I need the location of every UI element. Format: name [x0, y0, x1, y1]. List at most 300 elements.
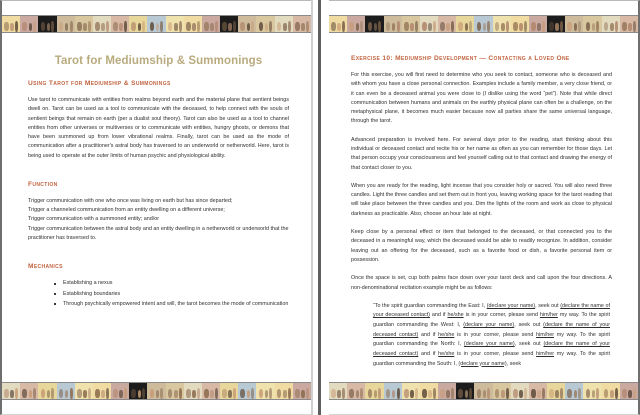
- tarot-card-thumbnail: [20, 383, 38, 399]
- fill-in-blank: (declare your name): [486, 302, 536, 309]
- tarot-figure-shape: [306, 21, 309, 32]
- tarot-figure-shape: [349, 22, 354, 32]
- tarot-figure-shape: [415, 21, 418, 32]
- tarot-card-thumbnail: [275, 383, 293, 399]
- tarot-figure-shape: [501, 390, 505, 397]
- tarot-figure-shape: [524, 21, 527, 32]
- tarot-card-thumbnail: [38, 383, 56, 399]
- function-line-list: [28, 197, 289, 243]
- tarot-figure-shape: [222, 22, 227, 32]
- tarot-figure-shape: [4, 22, 9, 32]
- recitation-segment: and if: [418, 331, 439, 338]
- tarot-figure-shape: [560, 388, 563, 399]
- list-item: Through psychically empowered intent and will, the tarot becomes the mode of communication: [54, 300, 289, 309]
- tarot-card-thumbnail: [474, 383, 492, 399]
- section-heading-exercise-10: Exercise 10: Mediumship Development — Contacting a Loved One: [351, 55, 570, 62]
- fill-in-blank: (declare your name): [463, 341, 515, 348]
- tarot-figure-shape: [604, 22, 609, 32]
- tarot-figure-shape: [549, 22, 554, 32]
- tarot-card-thumbnail: [474, 16, 492, 32]
- tarot-figure-shape: [356, 390, 360, 397]
- paragraph-using-tarot: Use tarot to communicate with entities from realms beyond earth and the material plane that sentient beings dwell on. Tarot can be used as a tool to communicate with the deceased, to help connect with the souls of sentient beings that remain on earth (per a dualist soul theory). Tarot can also be used as a tool to channel entities from other universes or multiverses or to communicate with entities, hungry ghosts, or demons that have been summoned up from lower vibrational realms. Finally, tarot can be used as the mode of communication after a practitioner's astral body has traversed to an underworld or netherworld. Here, tarot is being used to operate at the outer limits of human psychic and physiological ability.: [28, 96, 289, 159]
- tarot-figure-shape: [88, 388, 91, 399]
- tarot-figure-shape: [331, 22, 336, 32]
- tarot-figure-shape: [269, 388, 272, 399]
- tarot-figure-shape: [197, 21, 200, 32]
- tarot-figure-shape: [531, 22, 536, 32]
- tarot-card-thumbnail: [602, 383, 620, 399]
- document-page-left: [0, 0, 311, 415]
- tarot-figure-shape: [301, 390, 305, 397]
- tarot-card-thumbnail: [620, 383, 638, 399]
- tarot-figure-shape: [22, 389, 27, 399]
- tarot-card-thumbnail: [166, 383, 184, 399]
- tarot-figure-shape: [156, 390, 160, 397]
- tarot-figure-shape: [386, 389, 391, 399]
- tarot-figure-shape: [15, 21, 18, 32]
- tarot-figure-shape: [586, 22, 591, 32]
- tarot-figure-shape: [4, 389, 9, 399]
- fill-in-blank: him/her: [536, 331, 555, 338]
- tarot-figure-shape: [138, 390, 142, 397]
- tarot-figure-shape: [160, 21, 163, 32]
- paragraph-four-directions: Once the space is set, cup both palms face down over your tarot deck and call upon the four directions. A non-denominational recitation example might be as follows:: [351, 275, 612, 291]
- tarot-figure-shape: [386, 22, 391, 32]
- tarot-figure-shape: [233, 388, 236, 399]
- tarot-card-thumbnail: [493, 383, 511, 399]
- tarot-figure-shape: [41, 22, 46, 32]
- recitation-segment: and if: [429, 312, 448, 319]
- tarot-figure-shape: [77, 389, 82, 399]
- tarot-figure-shape: [428, 390, 432, 397]
- tarot-figure-shape: [204, 22, 209, 32]
- tarot-figure-shape: [228, 390, 232, 397]
- tarot-figure-shape: [495, 389, 500, 399]
- tarot-figure-shape: [265, 390, 269, 397]
- tarot-figure-shape: [537, 390, 541, 397]
- tarot-card-thumbnail: [402, 16, 420, 32]
- tarot-figure-shape: [65, 390, 69, 397]
- tarot-figure-shape: [247, 390, 251, 397]
- tarot-figure-shape: [88, 21, 91, 32]
- tarot-figure-shape: [277, 22, 282, 32]
- recitation-text: [373, 302, 610, 369]
- tarot-figure-shape: [477, 22, 482, 32]
- function-line: Trigger communication between the astral body and an entity dwelling in a netherworld or underworld that the practitioner has traversed to.: [28, 225, 289, 242]
- tarot-figure-shape: [160, 388, 163, 399]
- tarot-figure-shape: [555, 390, 559, 397]
- tarot-card-thumbnail: [220, 383, 238, 399]
- tarot-figure-shape: [168, 389, 173, 399]
- tarot-card-thumbnail: [111, 383, 129, 399]
- tarot-figure-shape: [378, 388, 381, 399]
- tarot-card-thumbnail: [583, 383, 601, 399]
- tarot-figure-shape: [633, 21, 636, 32]
- tarot-card-thumbnail: [347, 16, 365, 32]
- tarot-figure-shape: [29, 23, 33, 30]
- paragraph-reading-setup: When you are ready for the reading, light incense that you consider holy or sacred. You will also need three candles. Light the three candles and set them out in front you, leaving working space for the tarot reading that will take place between the three candles and you. Dim the lights of the room and work as close to physical darkness as practicable. Also, choose an hour late at night.: [351, 182, 613, 217]
- tarot-figure-shape: [124, 388, 127, 399]
- tarot-figure-shape: [215, 21, 218, 32]
- tarot-figure-shape: [251, 388, 254, 399]
- tarot-figure-shape: [349, 389, 354, 399]
- recitation-segment: is in your corner, please send: [454, 350, 537, 357]
- list-item: Establishing a nexus: [54, 279, 289, 288]
- tarot-figure-shape: [277, 389, 282, 399]
- tarot-figure-shape: [458, 389, 463, 399]
- tarot-figure-shape: [204, 389, 209, 399]
- tarot-card-thumbnail: [329, 16, 347, 32]
- recitation-segment: my way. To the spirit guardian commanding the West: I,: [373, 312, 610, 329]
- tarot-card-thumbnail: [565, 383, 583, 399]
- recitation-segment: , seek out: [514, 322, 544, 329]
- tarot-figure-shape: [306, 388, 309, 399]
- tarot-figure-shape: [251, 21, 254, 32]
- tarot-card-thumbnail: [184, 383, 202, 399]
- paragraph-personal-effect: Keep close by a personal effect or item that belonged to the deceased, or that connected you to the deceased in a meaningful way, which the deceased would be able to readily recognize. In addition, consider leaving out an offering for the deceased, such as a favorite food or dish, a favorite personal item or possession.: [351, 229, 612, 263]
- tarot-figure-shape: [578, 21, 581, 32]
- tarot-figure-shape: [83, 23, 87, 30]
- tarot-card-thumbnail: [402, 383, 420, 399]
- paragraph-exercise-intro: For this exercise, you will first need to determine who you seek to contact, someone who is deceased and with whom you have a close personal connection. Examples include a family member, a very close friend, or it can even be a deceased animal you were close to (I dislike using the word “pet”). Note that while direct communication between humans and animals on the earthly physical plane can often be a challenge, on the metaphysical plane, it becomes much easier because now all parties share the same universal language, through the tarot.: [351, 71, 612, 125]
- tarot-figure-shape: [592, 390, 596, 397]
- tarot-figure-shape: [288, 21, 291, 32]
- recitation-segment: is in your corner, please send: [463, 312, 540, 319]
- tarot-figure-shape: [47, 390, 51, 397]
- tarot-card-thumbnail: [256, 383, 274, 399]
- recitation-segment: , seek out: [514, 341, 544, 348]
- tarot-figure-shape: [41, 389, 46, 399]
- tarot-figure-shape: [247, 23, 251, 30]
- tarot-card-thumbnail: [438, 383, 456, 399]
- tarot-card-thumbnail: [20, 16, 38, 32]
- tarot-card-thumbnail: [511, 16, 529, 32]
- tarot-figure-shape: [596, 21, 599, 32]
- tarot-card-thumbnail: [547, 383, 565, 399]
- tarot-figure-shape: [210, 390, 214, 397]
- page-left-content: [2, 33, 311, 382]
- tarot-figure-shape: [33, 388, 36, 399]
- tarot-figure-shape: [119, 390, 123, 397]
- tarot-card-thumbnail: [329, 383, 347, 399]
- fill-in-blank: he/she: [438, 350, 455, 357]
- tarot-card-thumbnail: [456, 16, 474, 32]
- tarot-figure-shape: [368, 389, 373, 399]
- tarot-border-strip-top-right: [329, 15, 638, 33]
- tarot-card-thumbnail: [75, 383, 93, 399]
- tarot-figure-shape: [10, 23, 14, 30]
- tarot-card-thumbnail: [75, 16, 93, 32]
- section-heading-using-tarot: Using Tarot for Mediumship & Summonings: [28, 80, 171, 87]
- tarot-figure-shape: [138, 23, 142, 30]
- tarot-card-thumbnail: [129, 383, 147, 399]
- fill-in-blank: he/she: [438, 331, 455, 338]
- fill-in-blank: him/her: [536, 350, 555, 357]
- tarot-figure-shape: [22, 22, 27, 32]
- tarot-figure-shape: [10, 390, 14, 397]
- tarot-figure-shape: [604, 389, 609, 399]
- tarot-figure-shape: [574, 390, 578, 397]
- tarot-card-thumbnail: [238, 16, 256, 32]
- tarot-figure-shape: [259, 22, 264, 32]
- tarot-figure-shape: [342, 21, 345, 32]
- tarot-figure-shape: [356, 23, 360, 30]
- fill-in-blank: (declare the name of your deceased contact): [373, 302, 610, 319]
- fill-in-blank: him/her: [539, 312, 558, 319]
- function-line: Trigger communication with a summoned entity; and/or: [28, 216, 160, 223]
- page-gutter-divider: [311, 0, 329, 415]
- function-line: Trigger communication with one who once was living on earth but has since departed;: [28, 197, 233, 204]
- tarot-figure-shape: [222, 389, 227, 399]
- tarot-figure-shape: [295, 22, 300, 32]
- tarot-figure-shape: [501, 23, 505, 30]
- tarot-card-thumbnail: [456, 383, 474, 399]
- tarot-figure-shape: [622, 22, 627, 32]
- tarot-figure-shape: [240, 22, 245, 32]
- tarot-card-thumbnail: [2, 16, 20, 32]
- page-right-content: [329, 33, 638, 382]
- tarot-figure-shape: [567, 22, 572, 32]
- fill-in-blank: (declare the name of your deceased contact): [373, 341, 610, 357]
- tarot-figure-shape: [465, 390, 469, 397]
- tarot-border-strip-top-left: [2, 15, 311, 33]
- tarot-card-thumbnail: [129, 16, 147, 32]
- recitation-segment: and if: [418, 350, 439, 357]
- tarot-figure-shape: [101, 23, 105, 30]
- tarot-figure-shape: [392, 23, 396, 30]
- tarot-figure-shape: [397, 21, 400, 32]
- tarot-figure-shape: [295, 389, 300, 399]
- tarot-border-strip-bottom-right: [329, 382, 638, 400]
- tarot-card-thumbnail: [147, 383, 165, 399]
- tarot-figure-shape: [374, 390, 378, 397]
- tarot-figure-shape: [131, 389, 136, 399]
- recitation-segment: my way. To the spirit guardian commanding the North: I,: [373, 331, 610, 348]
- tarot-figure-shape: [378, 21, 381, 32]
- tarot-card-thumbnail: [565, 16, 583, 32]
- tarot-figure-shape: [265, 23, 269, 30]
- tarot-figure-shape: [465, 23, 469, 30]
- tarot-figure-shape: [95, 389, 100, 399]
- tarot-card-thumbnail: [511, 383, 529, 399]
- tarot-figure-shape: [119, 23, 123, 30]
- tarot-figure-shape: [428, 23, 432, 30]
- tarot-figure-shape: [610, 23, 614, 30]
- tarot-figure-shape: [51, 21, 54, 32]
- tarot-figure-shape: [51, 388, 54, 399]
- tarot-card-thumbnail: [420, 383, 438, 399]
- tarot-figure-shape: [615, 388, 618, 399]
- tarot-figure-shape: [477, 389, 482, 399]
- tarot-figure-shape: [524, 388, 527, 399]
- tarot-figure-shape: [259, 389, 264, 399]
- tarot-figure-shape: [240, 389, 245, 399]
- tarot-figure-shape: [106, 388, 109, 399]
- tarot-card-thumbnail: [365, 16, 383, 32]
- tarot-figure-shape: [574, 23, 578, 30]
- tarot-card-thumbnail: [384, 16, 402, 32]
- tarot-figure-shape: [422, 389, 427, 399]
- tarot-figure-shape: [142, 21, 145, 32]
- tarot-figure-shape: [283, 23, 287, 30]
- tarot-figure-shape: [610, 390, 614, 397]
- tarot-figure-shape: [433, 388, 436, 399]
- tarot-figure-shape: [513, 389, 518, 399]
- tarot-figure-shape: [596, 388, 599, 399]
- tarot-card-thumbnail: [547, 16, 565, 32]
- tarot-card-thumbnail: [238, 383, 256, 399]
- tarot-figure-shape: [542, 21, 545, 32]
- list-item: Establishing boundaries: [54, 290, 289, 299]
- tarot-figure-shape: [633, 388, 636, 399]
- tarot-figure-shape: [269, 21, 272, 32]
- mechanics-bullet-list: [28, 279, 289, 309]
- fill-in-blank: he/she: [447, 312, 464, 319]
- tarot-figure-shape: [392, 390, 396, 397]
- tarot-figure-shape: [283, 390, 287, 397]
- tarot-card-thumbnail: [293, 383, 311, 399]
- tarot-figure-shape: [142, 388, 145, 399]
- tarot-figure-shape: [433, 21, 436, 32]
- tarot-figure-shape: [506, 21, 509, 32]
- tarot-figure-shape: [150, 22, 155, 32]
- tarot-figure-shape: [506, 388, 509, 399]
- tarot-figure-shape: [495, 22, 500, 32]
- tarot-card-thumbnail: [420, 16, 438, 32]
- tarot-card-thumbnail: [293, 16, 311, 32]
- tarot-card-thumbnail: [93, 16, 111, 32]
- tarot-card-thumbnail: [220, 16, 238, 32]
- tarot-figure-shape: [106, 21, 109, 32]
- tarot-card-thumbnail: [583, 16, 601, 32]
- tarot-figure-shape: [342, 388, 345, 399]
- tarot-figure-shape: [179, 388, 182, 399]
- page-title: Tarot for Mediumship & Summonings: [54, 55, 263, 67]
- tarot-figure-shape: [59, 389, 64, 399]
- tarot-figure-shape: [628, 23, 632, 30]
- tarot-figure-shape: [622, 389, 627, 399]
- tarot-border-strip-bottom-left: [2, 382, 311, 400]
- tarot-figure-shape: [83, 390, 87, 397]
- tarot-card-thumbnail: [347, 383, 365, 399]
- tarot-figure-shape: [59, 22, 64, 32]
- tarot-figure-shape: [446, 23, 450, 30]
- tarot-figure-shape: [519, 23, 523, 30]
- tarot-figure-shape: [487, 21, 490, 32]
- tarot-figure-shape: [131, 22, 136, 32]
- tarot-figure-shape: [531, 389, 536, 399]
- recitation-segment: , seek out: [535, 302, 561, 309]
- tarot-card-thumbnail: [166, 16, 184, 32]
- tarot-figure-shape: [397, 388, 400, 399]
- tarot-figure-shape: [537, 23, 541, 30]
- tarot-figure-shape: [179, 21, 182, 32]
- section-heading-function: Function: [28, 180, 58, 188]
- tarot-card-thumbnail: [529, 383, 547, 399]
- tarot-figure-shape: [440, 22, 445, 32]
- tarot-figure-shape: [415, 388, 418, 399]
- tarot-figure-shape: [168, 22, 173, 32]
- tarot-card-thumbnail: [93, 383, 111, 399]
- tarot-figure-shape: [70, 21, 73, 32]
- tarot-figure-shape: [410, 23, 414, 30]
- tarot-card-thumbnail: [2, 383, 20, 399]
- tarot-card-thumbnail: [147, 16, 165, 32]
- tarot-figure-shape: [70, 388, 73, 399]
- tarot-figure-shape: [124, 21, 127, 32]
- tarot-card-thumbnail: [438, 16, 456, 32]
- recitation-segment: is in your corner, please send: [454, 331, 537, 338]
- tarot-figure-shape: [174, 23, 178, 30]
- recitation-segment: my way. To the spirit guardian commanding the South: I,: [373, 350, 610, 367]
- tarot-card-thumbnail: [256, 16, 274, 32]
- tarot-figure-shape: [374, 23, 378, 30]
- tarot-figure-shape: [567, 389, 572, 399]
- tarot-figure-shape: [33, 21, 36, 32]
- paragraph-preparation: Advanced preparation is involved here. For several days prior to the reading, start thinking about this individual or deceased contact and recite his or her name as often as you can remember for those days. Let that person occupy your consciousness and feel yourself calling out to that contact and drawing the energy of that contact closer to you.: [351, 136, 612, 171]
- tarot-figure-shape: [101, 390, 105, 397]
- tarot-figure-shape: [174, 390, 178, 397]
- tarot-card-thumbnail: [202, 383, 220, 399]
- tarot-figure-shape: [487, 388, 490, 399]
- tarot-figure-shape: [186, 22, 191, 32]
- tarot-card-thumbnail: [365, 383, 383, 399]
- tarot-figure-shape: [513, 22, 518, 32]
- tarot-figure-shape: [360, 388, 363, 399]
- section-heading-mechanics: Mechanics: [28, 263, 63, 271]
- tarot-figure-shape: [549, 389, 554, 399]
- tarot-card-thumbnail: [202, 16, 220, 32]
- function-line: Trigger a channeled communication from an entity dwelling on a different universe;: [28, 207, 225, 214]
- tarot-card-thumbnail: [529, 16, 547, 32]
- tarot-figure-shape: [65, 23, 69, 30]
- tarot-card-thumbnail: [111, 16, 129, 32]
- tarot-figure-shape: [233, 21, 236, 32]
- tarot-card-thumbnail: [384, 383, 402, 399]
- tarot-figure-shape: [446, 390, 450, 397]
- tarot-figure-shape: [186, 389, 191, 399]
- tarot-figure-shape: [440, 389, 445, 399]
- tarot-card-thumbnail: [620, 16, 638, 32]
- tarot-figure-shape: [628, 390, 632, 397]
- tarot-figure-shape: [586, 389, 591, 399]
- tarot-figure-shape: [47, 23, 51, 30]
- tarot-figure-shape: [215, 388, 218, 399]
- tarot-figure-shape: [150, 389, 155, 399]
- tarot-figure-shape: [301, 23, 305, 30]
- tarot-figure-shape: [578, 388, 581, 399]
- tarot-figure-shape: [368, 22, 373, 32]
- tarot-figure-shape: [331, 389, 336, 399]
- tarot-card-thumbnail: [38, 16, 56, 32]
- tarot-figure-shape: [192, 23, 196, 30]
- tarot-figure-shape: [615, 21, 618, 32]
- recitation-segment: “To the spirit guardian commanding the East: I,: [373, 302, 487, 309]
- tarot-figure-shape: [560, 21, 563, 32]
- tarot-card-thumbnail: [184, 16, 202, 32]
- tarot-figure-shape: [410, 390, 414, 397]
- document-page-right: [329, 0, 640, 415]
- tarot-figure-shape: [483, 390, 487, 397]
- tarot-figure-shape: [422, 22, 427, 32]
- tarot-figure-shape: [288, 388, 291, 399]
- tarot-figure-shape: [77, 22, 82, 32]
- tarot-figure-shape: [360, 21, 363, 32]
- tarot-card-thumbnail: [493, 16, 511, 32]
- tarot-figure-shape: [197, 388, 200, 399]
- fill-in-blank: (declare your name): [463, 322, 515, 329]
- tarot-figure-shape: [404, 22, 409, 32]
